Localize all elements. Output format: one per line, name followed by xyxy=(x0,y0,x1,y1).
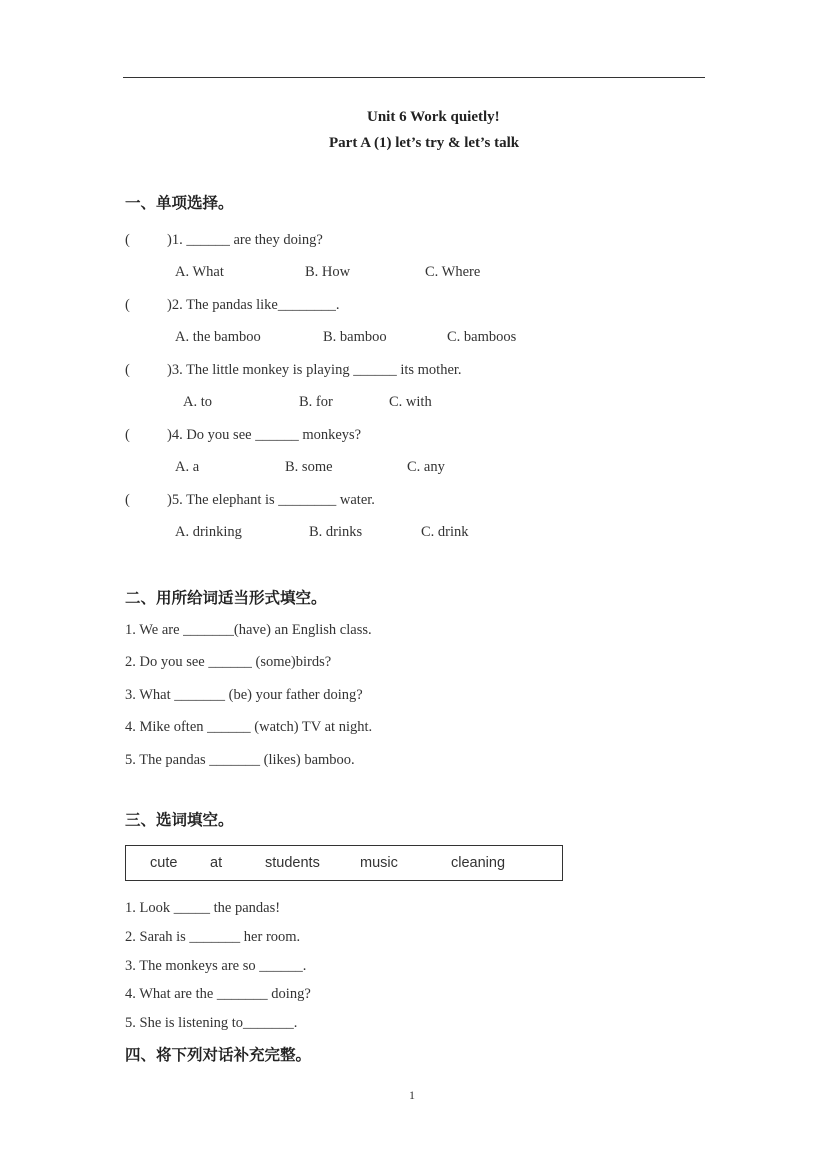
option-a: A. the bamboo xyxy=(175,329,261,345)
word-fill-item-2: 2. Sarah is _______ her room. xyxy=(125,929,301,945)
option-a: A. drinking xyxy=(175,524,242,540)
answer-paren: ( xyxy=(125,362,130,378)
question-3 xyxy=(125,362,462,379)
question-text: )5. The elephant is ________ water. xyxy=(167,492,375,508)
option-b: B. bamboo xyxy=(323,329,387,345)
question-2 xyxy=(125,297,340,314)
fill-item-2: 2. Do you see ______ (some)birds? xyxy=(125,654,332,670)
word-fill-item-4: 4. What are the _______ doing? xyxy=(125,986,311,1002)
question-4 xyxy=(125,427,361,444)
option-a: A. What xyxy=(175,264,224,280)
option-c: C. drink xyxy=(421,524,469,540)
option-c: C. bamboos xyxy=(447,329,517,345)
option-c: C. with xyxy=(389,394,432,410)
option-c: C. any xyxy=(407,459,445,475)
word-fill-item-5: 5. She is listening to_______. xyxy=(125,1015,298,1031)
word-bank-word: cleaning xyxy=(451,855,506,871)
question-text: )3. The little monkey is playing ______ its mother. xyxy=(167,362,462,378)
option-b: B. drinks xyxy=(309,524,363,540)
option-b: B. How xyxy=(305,264,351,280)
word-fill-item-1: 1. Look _____ the pandas! xyxy=(125,900,281,916)
question-1 xyxy=(125,232,323,249)
question-text: )4. Do you see ______ monkeys? xyxy=(167,427,362,443)
fill-item-3: 3. What _______ (be) your father doing? xyxy=(125,687,363,703)
answer-paren: ( xyxy=(125,492,130,508)
question-5 xyxy=(125,492,375,509)
answer-paren: ( xyxy=(125,232,130,248)
option-c: C. Where xyxy=(425,264,481,280)
section1-heading: 一、单项选择。 xyxy=(125,194,234,212)
answer-paren: ( xyxy=(125,297,130,313)
option-a: A. to xyxy=(183,394,212,410)
fill-item-1: 1. We are _______(have) an English class. xyxy=(125,622,372,638)
option-b: B. for xyxy=(299,394,333,410)
section3-heading: 三、选词填空。 xyxy=(125,811,234,829)
word-bank-word: cute xyxy=(150,855,178,871)
question-text: )1. ______ are they doing? xyxy=(167,232,323,248)
option-b: B. some xyxy=(285,459,333,475)
word-bank-word: music xyxy=(360,855,398,871)
option-a: A. a xyxy=(175,459,200,475)
word-bank-word: at xyxy=(210,855,223,871)
fill-item-5: 5. The pandas _______ (likes) bamboo. xyxy=(125,752,355,768)
page-number: 1 xyxy=(409,1088,415,1102)
word-fill-item-3: 3. The monkeys are so ______. xyxy=(125,958,307,974)
question-text: )2. The pandas like________. xyxy=(167,297,340,313)
word-bank-word: students xyxy=(265,855,320,871)
unit-title: Unit 6 Work quietly! xyxy=(367,109,500,125)
section2-heading: 二、用所给词适当形式填空。 xyxy=(125,589,327,607)
header-rule xyxy=(123,77,705,78)
section4-heading: 四、将下列对话补充完整。 xyxy=(125,1046,312,1064)
part-subtitle: Part A (1) let’s try & let’s talk xyxy=(329,135,520,151)
fill-item-4: 4. Mike often ______ (watch) TV at night. xyxy=(125,719,373,735)
answer-paren: ( xyxy=(125,427,130,443)
